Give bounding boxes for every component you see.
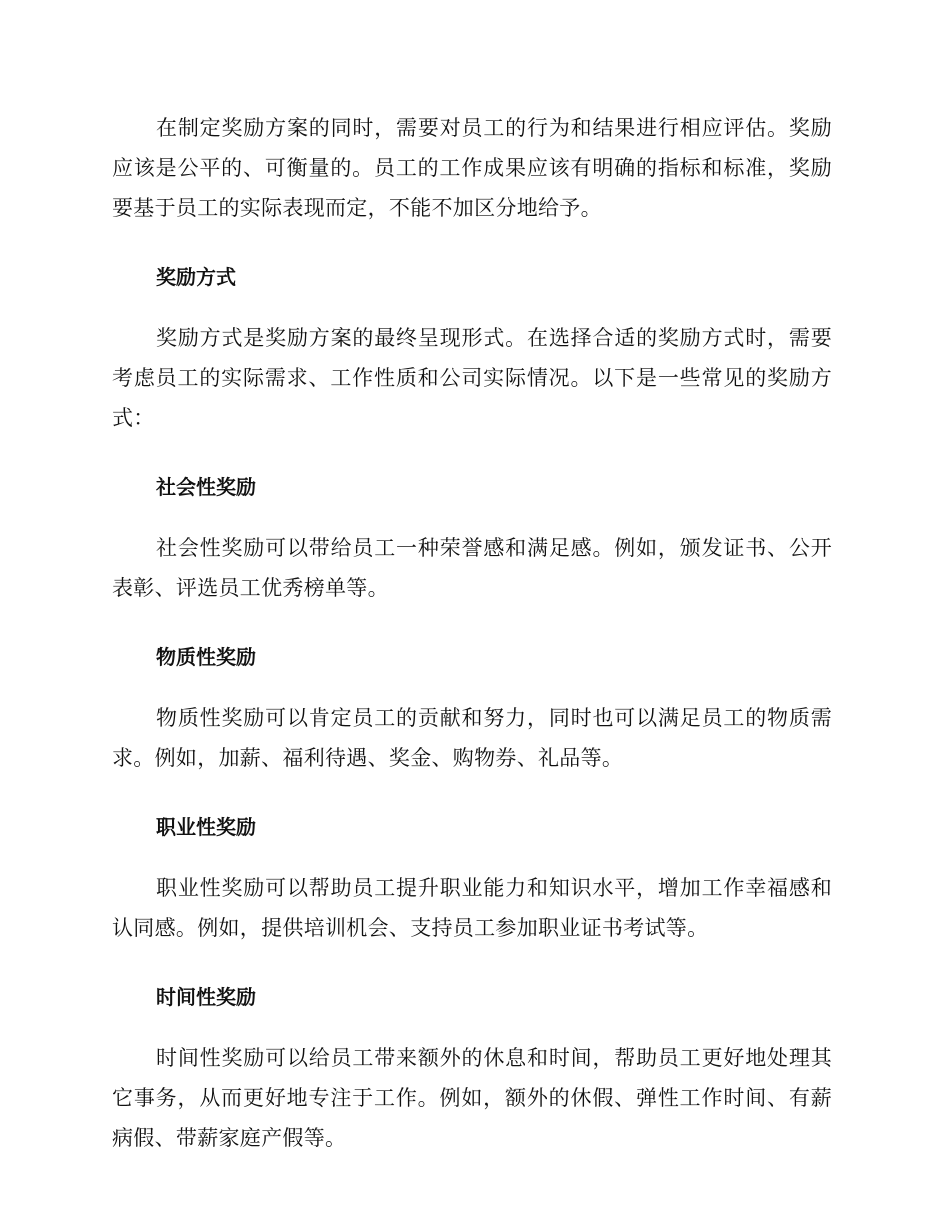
document-page (112, 108, 832, 1190)
paragraph-evaluation: 在制定奖励方案的同时，需要对员工的行为和结果进行相应评估。奖励应该是公平的、可衡量的。员工的工作成果应该有明确的指标和标准，奖励要基于员工的实际表现而定，不能不加区分地给予。 (112, 116, 832, 220)
paragraph-material-reward: 物质性奖励可以肯定员工的贡献和努力，同时也可以满足员工的物质需求。例如，加薪、福利待遇、奖金、购物券、礼品等。 (112, 706, 832, 770)
heading-career-reward: 职业性奖励 (156, 815, 256, 839)
paragraph-career-reward: 职业性奖励可以帮助员工提升职业能力和知识水平，增加工作幸福感和认同感。例如，提供培训机会、支持员工参加职业证书考试等。 (112, 876, 832, 940)
heading-social-reward: 社会性奖励 (156, 475, 256, 499)
heading-reward-methods: 奖励方式 (156, 265, 236, 289)
heading-material-reward: 物质性奖励 (156, 645, 256, 669)
paragraph-time-reward: 时间性奖励可以给员工带来额外的休息和时间，帮助员工更好地处理其它事务，从而更好地专注于工作。例如，额外的休假、弹性工作时间、有薪病假、带薪家庭产假等。 (112, 1046, 832, 1150)
heading-time-reward: 时间性奖励 (156, 985, 256, 1009)
paragraph-reward-methods: 奖励方式是奖励方案的最终呈现形式。在选择合适的奖励方式时，需要考虑员工的实际需求、工作性质和公司实际情况。以下是一些常见的奖励方式： (112, 326, 832, 430)
paragraph-social-reward: 社会性奖励可以带给员工一种荣誉感和满足感。例如，颁发证书、公开表彰、评选员工优秀榜单等。 (112, 536, 832, 600)
